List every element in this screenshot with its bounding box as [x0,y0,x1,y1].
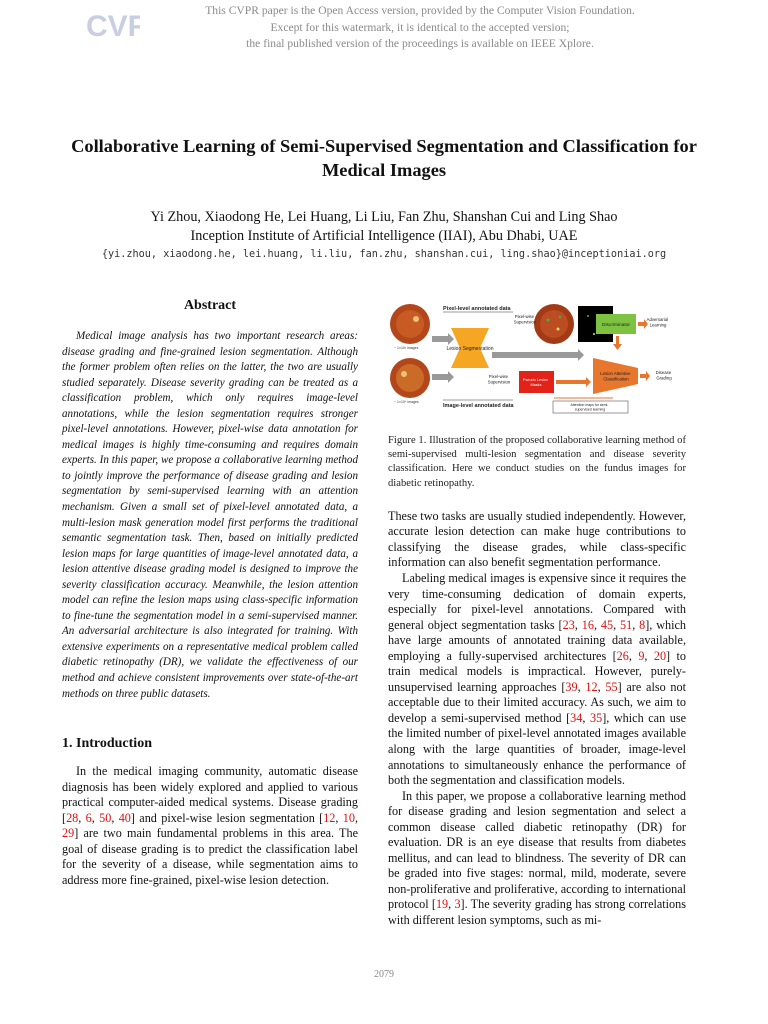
right-paragraph-3: In this paper, we propose a collaborative learning method for disease grading and lesion segmentation and select a common disease called diabetic retinopathy (DR) for evaluation. DR is an eye disease that results from diabetes mellitus, and can lead to blindness. The severity of DR can be graded into five stages: normal, mild, moderate, severe non-proliferative and proliferative, according to international protocol [19, 3]. The severity grading has strong correlations with different lesion symptoms, such as mi- [388,788,686,928]
citation-link[interactable]: 20 [653,648,667,663]
lac-line2: Classification [603,376,629,382]
attention-line2: supervised learning [574,407,606,412]
citation-link[interactable]: 34 [570,710,583,725]
figure-1-diagram [388,298,686,416]
disease-grading-label [656,370,673,381]
citation-link[interactable]: 12 [585,679,598,694]
discriminator-label: Discriminator [602,323,630,328]
abstract-text: Medical image analysis has two important research areas: disease grading and fine-grained lesion segmentation. Although the former problem often relies on the latter, the two are usually studied separately. Disease severity grading can be treated as a classification problem, which only requires image-level annotations, while the lesion segmentation requires stronger pixel-level annotations. However, pixel-wise data annotation for medical images is highly time-consuming and requires domain experts. In this paper, we propose a collaborative learning method to jointly improve the performance of disease grading and lesion segmentation by semi-supervised learning with an attention mechanism. Given a small set of pixel-level annotated data, a multi-lesion mask generation model first performs the traditional semantic segmentation task. Then, based on initially predicted lesion maps for large quantities of image-level annotated data, a lesion attentive disease grading model is designed to improve the severity classification accuracy. Meanwhile, the lesion attention model can refine the lesion maps using class-specific information to fine-tune the segmentation model in a semi-supervised manner. An adversarial architecture is also integrated for training. With extensive experiments on a representative medical problem called diabetic retinopathy (DR), we validate the effectiveness of our method and achieve consistent improvements over state-of-the-art methods on three public datasets. [62,330,358,700]
arrow-img-to-seg-top [432,333,454,345]
cvf-logo [84,6,140,42]
page-number: 2079 [374,969,394,980]
citation-link[interactable]: 51 [620,617,633,632]
citation-link[interactable]: 45 [600,617,614,632]
right-paragraph-2: Labeling medical images is expensive since it requires the very time-consuming dedication of domain experts, especially for pixel-level annotations. Compared with general object segmentation tasks [23, 16, 45, 51, 8], which have large amounts of annotated training data available, employing a fully-supervised architectures [26, 9, 20] to train medical models is impractical. However, purely-unsupervised learning approaches [39, 12, 55] are also not acceptable due to their limited accuracy. As such, we aim to develop a semi-supervised method [34, 35], which can use the limited number of pixel-level annotated images available along with the large quantities of broader, image-level annotations to simultaneously enhance the performance of both the segmentation and classification models. [388,571,686,788]
arrow-seg-to-masks [492,349,584,361]
right-column [388,298,686,929]
pixel-supervision-top [514,314,537,325]
author-affiliation: Inception Institute of Artificial Intelligence (IIAI), Abu Dhabi, UAE [190,228,578,244]
citation-link[interactable]: 40 [118,810,131,825]
citation-link[interactable]: 9 [638,648,645,663]
attention-maps-label [571,403,610,412]
pixel-supervision-top-line1: Pixel-wise [514,314,535,319]
citation-link[interactable]: 23 [562,617,575,632]
citation-link[interactable]: 6 [85,810,92,825]
author-emails: {yi.zhou, xiaodong.he, lei.huang, li.liu, fan.zhu, shanshan.cui, ling.shao}@inceptioniai.org [101,249,667,260]
adversarial-learning-label [647,317,670,328]
citation-link[interactable]: 39 [565,679,578,694]
citation-link[interactable]: 29 [62,826,75,841]
lesion-masks-box [519,371,554,393]
introduction-heading: 1. Introduction [62,736,152,752]
citation-link[interactable]: 55 [605,679,618,694]
citation-link[interactable]: 35 [590,710,603,725]
arrow-to-discriminator [613,336,622,350]
author-names: Yi Zhou, Xiaodong He, Lei Huang, Li Liu, Fan Zhu, Shanshan Cui and Ling Shao [150,209,618,225]
adversarial-line2: Learning [649,322,667,328]
pixel-level-label: Pixel-level annotated data [443,306,511,312]
open-access-watermark [150,3,690,53]
attention-line1: Attention maps for semi- [570,403,609,407]
citation-link[interactable]: 19 [435,897,449,912]
lac-line1: Lesion Attentive [600,371,631,376]
pixel-supervision-bottom [488,374,511,385]
citation-link[interactable]: 3 [454,897,461,912]
left-column [62,298,358,889]
citation-link[interactable]: 28 [66,810,79,825]
pixel-supervision-bottom-line2: Supervision [487,379,511,385]
lesion-attentive-classification-label [600,371,632,382]
small-count-label: ~ 1×10² images [394,346,419,350]
disease-grading-line2: Grading [656,375,672,381]
arrow-img-to-seg-bottom [432,371,454,383]
fundus-image-top-left [390,304,430,344]
citation-link[interactable]: 10 [342,810,355,825]
citation-link[interactable]: 16 [581,617,594,632]
pixel-supervision-bottom-line1: Pixel-wise [488,374,509,379]
arrow-to-grading [640,371,650,381]
adversarial-line1: Adversarial [646,317,669,322]
intro-paragraph-1: In the medical imaging community, automatic disease diagnosis has been widely explored and applied to various practical computer-aided medical systems. Disease grading [28, 6, 50, 40] and pixel-wise lesion segmentation [12, 10, 29] are two main fundamental problems in this area. The goal of disease grading is to predict the classification label for the severity of a disease, while segmentation aims to address more fine-grained, pixel-wise lesion detection. [62,764,358,887]
citation-link[interactable]: 26 [616,648,629,663]
paper-title: Collaborative Learning of Semi-Supervised Segmentation and Classification for Medical Images [71,136,697,180]
author-block [40,208,728,246]
arrow-masks-to-classification [556,377,591,387]
watermark-line-2: Except for this watermark, it is identical to the accepted version; [270,20,570,34]
fundus-image-top-right [534,304,574,344]
right-paragraph-1: These two tasks are usually studied independently. However, accurate lesion detection can make huge contributions to classifying the disease grades, while class-specific information can also benefit segmentation performance. [388,508,686,570]
svg-text:CVF: CVF [86,10,140,42]
watermark-line-3: the final published version of the proceedings is available on IEEE Xplore. [246,37,594,50]
citation-link[interactable]: 8 [639,617,646,632]
lesion-masks-line2: Masks [530,383,542,387]
abstract-heading: Abstract [183,298,237,313]
lesion-segmentation-label: Lesion Segmentation [446,346,494,352]
large-count-label: ~ 1×10⁴ images [394,400,419,404]
citation-link[interactable]: 50 [99,810,112,825]
disease-grading-line1: Disease [655,370,672,375]
fundus-image-bottom [390,358,430,398]
lesion-masks-line1: Pseudo Lesion [522,378,549,382]
image-level-label: Image-level annotated data [443,403,514,409]
figure-1-caption: Figure 1. Illustration of the proposed collaborative learning method of semi-supervised multi-lesion segmentation and disease severity classification. Here we conduct studies on the fundus images for diabetic retinopathy. [388,435,686,489]
watermark-line-1: This CVPR paper is the Open Access version, provided by the Computer Vision Foundation. [205,4,635,17]
citation-link[interactable]: 12 [323,810,336,825]
pixel-supervision-top-line2: Supervision [513,319,537,325]
